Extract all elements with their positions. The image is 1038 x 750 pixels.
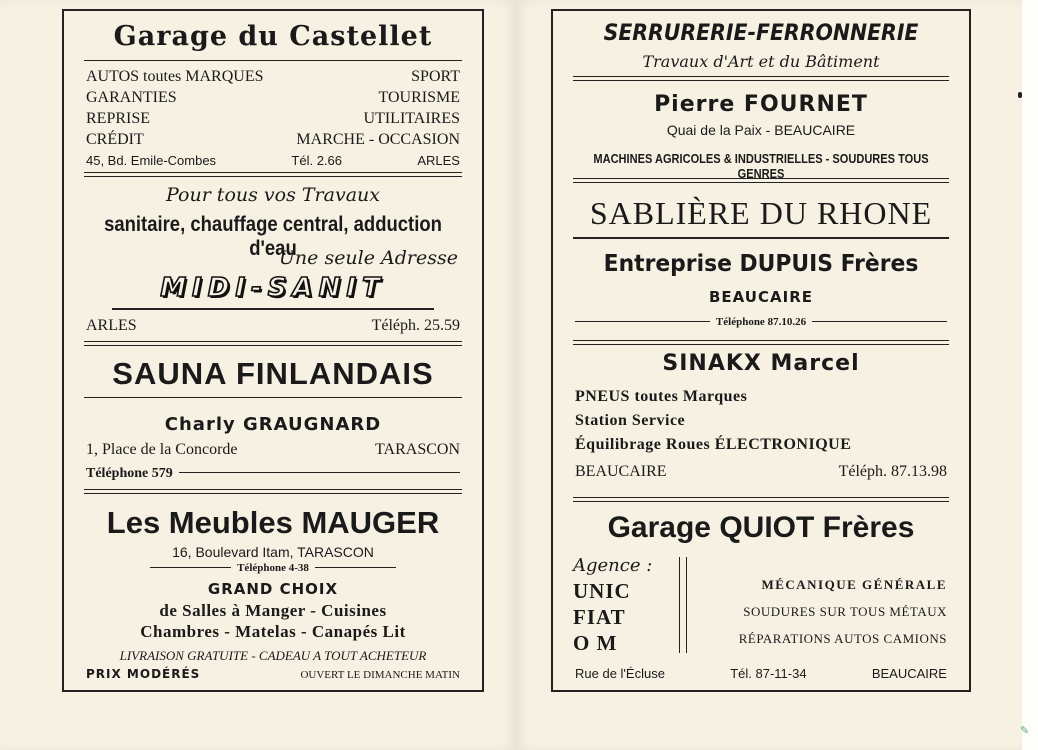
sabliere-phone: Téléphone 87.10.26 [553, 316, 969, 328]
fournet-subtitle: Travaux d'Art et du Bâtiment [642, 52, 880, 71]
divider [573, 237, 949, 239]
fournet-name: Pierre FOURNET [654, 92, 868, 117]
castellet-contact: 45, Bd. Emile-Combes Tél. 2.66 ARLES [86, 153, 460, 168]
divider [84, 60, 462, 61]
midisanit-contact: ARLES Téléph. 25.59 [86, 317, 460, 334]
sinakx-title: SINAKX Marcel [662, 351, 860, 376]
quiot-services: MÉCANIQUE GÉNÉRALE SOUDURES SUR TOUS MÉTAUX RÉPARATIONS AUTOS CAMIONS [738, 577, 947, 646]
divider [84, 397, 462, 398]
divider [573, 178, 949, 183]
mauger-phone: Téléphone 4-38 [64, 562, 482, 574]
divider [84, 341, 462, 346]
mauger-footer: PRIX MODÉRÉS OUVERT LE DIMANCHE MATIN [86, 667, 460, 681]
sauna-owner: Charly GRAUGNARD [164, 414, 382, 435]
mauger-title: Les Meubles MAUGER [106, 505, 440, 540]
sabliere-title: SABLIÈRE DU RHONE [589, 195, 933, 231]
mauger-choix: GRAND CHOIX [207, 580, 339, 598]
fournet-title: SERRURERIE-FERRONNERIE [603, 21, 919, 46]
divider [84, 172, 462, 177]
sabliere-city: BEAUCAIRE [708, 288, 813, 306]
quiot-separator [679, 557, 687, 653]
quiot-contact: Rue de l'Écluse Tél. 87-11-34 BEAUCAIRE [575, 666, 947, 681]
divider [112, 308, 434, 310]
page-edge [1022, 0, 1038, 750]
midisanit-name: MIDI-SANIT [160, 273, 386, 303]
corner-mark-icon: ✎ [1020, 725, 1030, 737]
fournet-address: Quai de la Paix - BEAUCAIRE [666, 122, 856, 138]
sauna-address: 1, Place de la Concorde TARASCON [86, 441, 460, 458]
sinakx-services: PNEUS toutes Marques Station Service Équilibrage Roues ÉLECTRONIQUE [575, 388, 852, 453]
mauger-line2: Chambres - Matelas - Canapés Lit [140, 622, 406, 641]
divider [573, 76, 949, 81]
sauna-title: SAUNA FINLANDAIS [112, 356, 434, 391]
quiot-title: Garage QUIOT Frères [607, 511, 915, 544]
castellet-title: Garage du Castellet [113, 21, 433, 52]
right-ad-frame [551, 9, 971, 692]
left-ad-frame [62, 9, 484, 692]
divider [573, 497, 949, 502]
quiot-brands: UNIC FIAT O M [573, 579, 631, 655]
castellet-services: AUTOS toutes MARQUES SPORT GARANTIES TOURISME REPRISE UTILITAIRES CRÉDIT MARCHE - OCCASION [86, 68, 460, 148]
ink-dot [1018, 92, 1022, 98]
mauger-livraison: LIVRAISON GRATUITE - CADEAU A TOUT ACHETEUR [119, 648, 427, 663]
mauger-line1: de Salles à Manger - Cuisines [159, 601, 387, 620]
sinakx-contact: BEAUCAIRE Téléph. 87.13.98 [575, 463, 947, 480]
midisanit-intro: Pour tous vos Travaux [166, 184, 380, 206]
sauna-phone: Téléphone 579 [64, 466, 482, 482]
sabliere-company: Entreprise DUPUIS Frères [603, 251, 919, 277]
midisanit-tagline: Une seule Adresse [278, 247, 458, 269]
divider [84, 489, 462, 494]
quiot-agence: Agence : UNIC FIAT O M [573, 555, 683, 656]
midisanit-services: sanitaire, chauffage central, adduction d'eau [104, 213, 442, 260]
fournet-machines: MACHINES AGRICOLES & INDUSTRIELLES - SOUDURES TOUS GENRES [593, 151, 929, 181]
mauger-address: 16, Boulevard Itam, TARASCON [172, 544, 374, 560]
divider [573, 340, 949, 345]
